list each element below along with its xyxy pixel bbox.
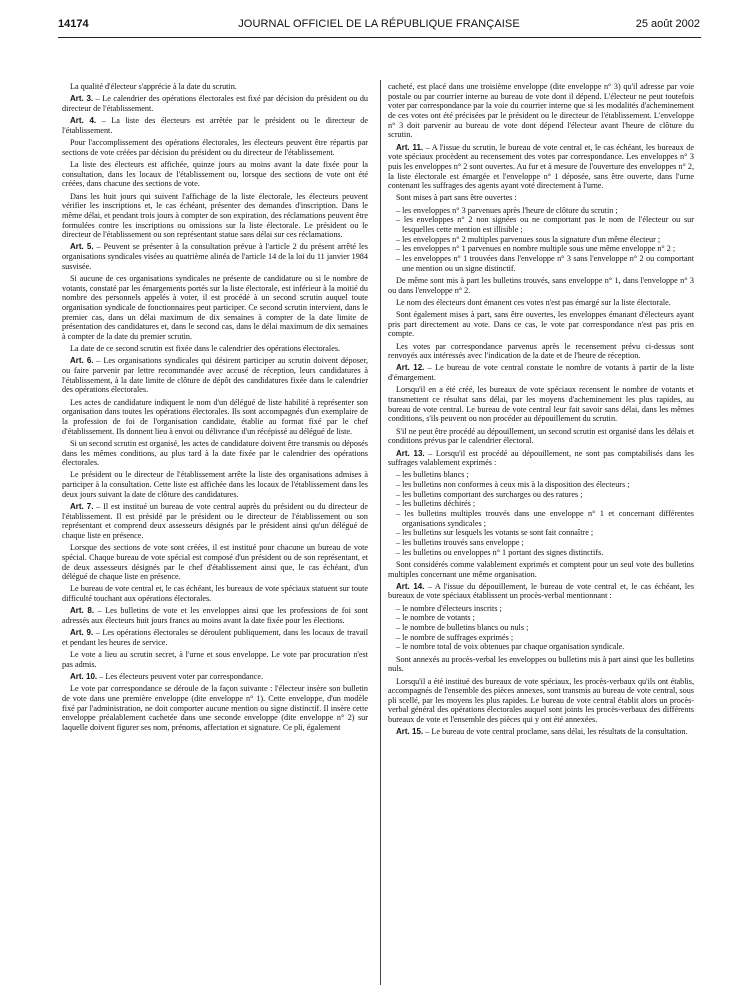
header-rule bbox=[58, 37, 701, 38]
article-paragraph bbox=[388, 582, 694, 601]
article-text: – Le bureau de vote central proclame, sans délai, les résultats de la consultation. bbox=[423, 727, 688, 737]
article-label: Art. 8. bbox=[70, 606, 95, 616]
paragraph: Sont considérés comme valablement exprimés et comptent pour un seul vote des bulletins multiples concernant une même organisation. bbox=[388, 559, 694, 579]
paragraph: Lorsqu'il en a été créé, les bureaux de vote spéciaux recensent le nombre de votants et transmettent ce résultat sans délai, par les moyens d'acheminement les plus rapides, au bureau de vote central. Le bureau de vote central leur fait savoir sans délai, dans les mêmes conditions, s'ils peuvent ou non procéder au dépouillement du scrutin. bbox=[388, 385, 694, 424]
bullet-list bbox=[388, 470, 694, 557]
paragraph: La liste des électeurs est affichée, quinze jours au moins avant la date fixée pour la consultation, dans les locaux de l'établissement ou, lorsque des sections de vote ont été créées, dans chacune des sections de vote. bbox=[62, 159, 368, 189]
paragraph: La qualité d'électeur s'apprécie à la date du scrutin. bbox=[70, 82, 237, 91]
article-text: – Les organisations syndicales qui désirent participer au scrutin doivent déposer, ou faire parvenir par lettre recommandée avec accusé de réception, leurs candidatures à l'établissement, à la date limite de clôture de dépôt des candidatures fixée dans le calendrier des opérations électorales. bbox=[62, 356, 369, 395]
paragraph: Dans les huit jours qui suivent l'affichage de la liste électorale, les électeurs peuvent vérifier les inscriptions et, le cas échéant, présenter des demandes d'inscription. Dans le même délai, et pendant trois jours à compter de son expiration, des réclamations peuvent être formulées contre les inscriptions ou omissions sur la liste électorale. Le président ou le directeur de l'établissement ou son représentant statue sans délai sur ces réclamations. bbox=[62, 191, 368, 240]
paragraph: cacheté, est placé dans une troisième enveloppe (dite enveloppe n° 3) qu'il adresse par voie postale ou par courrier interne au bureau de vote dont il dépend. L'électeur ne peut toutefois voter par correspondance par la voie du courrier interne que si les modalités d'acheminement de ces votes ont été précisées par le président ou le directeur de l'établissement. L'enveloppe n° 3 doit parvenir au bureau de vote dont dépend l'électeur avant l'heure de clôture du scrutin. bbox=[388, 82, 694, 140]
list-item: – le nombre de suffrages exprimés ; bbox=[388, 633, 694, 643]
list-item: – le nombre total de voix obtenues par chaque organisation syndicale. bbox=[388, 642, 694, 652]
article-text: – Les opérations électorales se déroulent publiquement, dans les locaux de travail et pendant les heures de service. bbox=[62, 628, 369, 647]
list-item: – les bulletins blancs ; bbox=[388, 470, 694, 480]
article-label: Art. 9. bbox=[70, 628, 94, 638]
paragraph: Le bureau de vote central et, le cas échéant, les bureaux de vote spéciaux statuent sur toute difficulté touchant aux opérations électorales. bbox=[62, 584, 368, 604]
list-item: – le nombre d'électeurs inscrits ; bbox=[388, 604, 694, 614]
paragraph: Pour l'accomplissement des opérations électorales, les électeurs peuvent être répartis par sections de vote créées par décision du président ou du directeur de l'établissement. bbox=[62, 138, 368, 157]
article-paragraph bbox=[62, 94, 368, 113]
list-item: – le nombre de votants ; bbox=[388, 613, 694, 623]
article-label: Art. 5. bbox=[70, 242, 94, 252]
article-text: – Le calendrier des opérations électorales est fixé par décision du président ou du directeur de l'établissement. bbox=[62, 94, 369, 113]
article-text: – A l'issue du scrutin, le bureau de vote central et, le cas échéant, les bureaux de vote spéciaux procèdent au recensement des votes par correspondance. Les enveloppes n° 3 puis les enveloppes n° 2 sont ouvertes. Au fur et à mesure de l'ouverture des enveloppes n° 2, la liste électorale est émargée et l'enveloppe n° 1 déposée, sans être ouverte, dans l'urne contenant les suffrages des agents ayant voté directement à l'urne. bbox=[388, 142, 694, 191]
journal-title: JOURNAL OFFICIEL DE LA RÉPUBLIQUE FRANÇAISE bbox=[238, 18, 520, 30]
list-item: – le nombre de bulletins blancs ou nuls ; bbox=[388, 623, 694, 633]
article-paragraph bbox=[62, 502, 368, 541]
paragraph: Les votes par correspondance parvenus après le recensement prévu ci-dessus sont renvoyés aux intéressés avec l'indication de la date et de l'heure de réception. bbox=[388, 341, 694, 361]
article-text: – Il est institué un bureau de vote central auprès du président ou du directeur de l'établissement. Il est présidé par le président ou le directeur de l'établissement ou son représentant et comprend deux assesseurs désignés par le président ainsi qu'un délégué de chaque liste en présence. bbox=[62, 501, 368, 540]
article-paragraph bbox=[62, 116, 368, 135]
list-item: – les bulletins multiples trouvés dans une enveloppe n° 1 et concernant différentes organisations syndicales ; bbox=[388, 509, 694, 528]
article-text: – A l'issue du dépouillement, le bureau de vote central et, le cas échéant, les bureaux de vote spéciaux établissent un procès-verbal mentionnant : bbox=[388, 581, 694, 601]
paragraph: Le vote a lieu au scrutin secret, à l'urne et sous enveloppe. Le vote par procuration n'est pas admis. bbox=[62, 650, 368, 669]
article-label: Art. 7. bbox=[70, 501, 94, 511]
paragraph: Sont également mises à part, sans être ouvertes, les enveloppes émanant d'électeurs ayant pris part directement au vote. Dans ce cas, le vote par correspondance n'est pas pris en compte. bbox=[388, 310, 694, 339]
article-paragraph bbox=[388, 449, 694, 468]
list-item: – les enveloppes n° 1 trouvées dans l'enveloppe n° 3 sans l'enveloppe n° 2 ou comportant une mention ou un signe distinctif. bbox=[388, 254, 694, 273]
article-label: Art. 14. bbox=[396, 581, 425, 591]
article-label: Art. 12. bbox=[396, 363, 425, 373]
article-paragraph bbox=[388, 143, 694, 191]
paragraph: La date de ce second scrutin est fixée dans le calendrier des opérations électorales. bbox=[70, 344, 341, 354]
paragraph: Le vote par correspondance se déroule de la façon suivante : l'électeur insère son bulletin de vote dans une première enveloppe (dite enveloppe n° 1). Cette enveloppe, d'un modèle fixé par l'administration, ne doit comporter aucune mention ou signe distinctif. Il insère cette enveloppe préalablement cachetée dans une seconde enveloppe (dite enveloppe n° 2) sur laquelle doivent figurer ses nom, prénoms, affectation et signature. Ce pli, également bbox=[62, 684, 368, 732]
list-item: – les enveloppes n° 2 multiples parvenues sous la signature d'un même électeur ; bbox=[388, 235, 694, 245]
page-number: 14174 bbox=[58, 18, 89, 30]
paragraph: Si aucune de ces organisations syndicales ne présente de candidature ou si le nombre de votants, constaté par les émargements portés sur la liste électorale, est inférieur à la moitié du nombre des personnels appelés à voter, il est procédé à un second scrutin auquel toute organisation syndicale de fonctionnaires peut participer. Ce second scrutin intervient, dans le premier cas, dans un délai maximum de dix semaines à compter de la date limite de présentation des candidatures et, dans le second cas, dans le délai maximum de dix semaines à compter de la date du premier scrutin. bbox=[62, 273, 368, 341]
article-label: Art. 10. bbox=[70, 672, 98, 682]
article-label: Art. 3. bbox=[70, 94, 94, 104]
paragraph: Le nom des électeurs dont émanent ces votes n'est pas émargé sur la liste électorale. bbox=[396, 297, 671, 307]
article-paragraph bbox=[62, 628, 368, 647]
article-text: – Peuvent se présenter à la consultation prévue à l'article 2 du présent arrêté les organisations syndicales visées au quatrième alinéa de l'article 14 de la loi du 11 janvier 1984 susvisée. bbox=[62, 242, 368, 271]
column-separator bbox=[380, 80, 381, 985]
paragraph: S'il ne peut être procédé au dépouillement, un second scrutin est organisé dans les délais et conditions prévus par le calendrier électoral. bbox=[388, 426, 694, 446]
paragraph: Le président ou le directeur de l'établissement arrête la liste des organisations admises à participer à la consultation. Cette liste est affichée dans les locaux de l'établissement dans les deux jours suivant la date de clôture des candidatures. bbox=[62, 470, 368, 499]
article-label: Art. 13. bbox=[396, 448, 425, 458]
right-column bbox=[388, 82, 694, 740]
article-label: Art. 4. bbox=[70, 116, 97, 126]
article-paragraph bbox=[388, 363, 694, 382]
paragraph: Sont annexés au procès-verbal les enveloppes ou bulletins mis à part ainsi que les bulletins nuls. bbox=[388, 654, 694, 674]
paragraph: Les actes de candidature indiquent le nom d'un délégué de liste habilité à représenter son organisation dans toutes les opérations électorales. Ils sont accompagnés d'un exemplaire de la profession de foi de l'organisation candidate, établie au format fixé par le chef d'établissement. Ils donnent lieu à envoi ou délivrance d'un récépissé au délégué de liste. bbox=[62, 397, 368, 436]
article-text: – La liste des électeurs est arrêtée par le président ou le directeur de l'établissement. bbox=[62, 116, 369, 135]
article-label: Art. 6. bbox=[70, 356, 94, 366]
article-text: – Lorsqu'il est procédé au dépouillement, ne sont pas comptabilisés dans les suffrages valablement exprimés : bbox=[388, 448, 694, 468]
paragraph: De même sont mis à part les bulletins trouvés, sans enveloppe n° 1, dans l'enveloppe n° 3 ou dans l'enveloppe n° 2. bbox=[388, 275, 694, 295]
paragraph: Si un second scrutin est organisé, les actes de candidature doivent être transmis ou déposés dans les mêmes conditions, au plus tard à la date fixée par le calendrier des opérations électorales. bbox=[62, 438, 368, 468]
article-text: – Les électeurs peuvent voter par correspondance. bbox=[97, 672, 264, 682]
paragraph: Lorsque des sections de vote sont créées, il est institué pour chacune un bureau de vote spécial. Chaque bureau de vote spécial est composé d'un président ou de son représentant, et de deux assesseurs désignés par le chef d'établissement ainsi que, le cas échéant, d'un délégué de chaque liste en présence. bbox=[62, 543, 368, 582]
article-paragraph bbox=[62, 606, 368, 625]
list-item: – les enveloppes n° 1 parvenues en nombre multiple sous une même enveloppe n° 2 ; bbox=[388, 244, 694, 254]
article-paragraph bbox=[388, 727, 694, 737]
article-text: – Les bulletins de vote et les enveloppes ainsi que les professions de foi sont adressés aux électeurs huit jours francs au moins avant la date fixée pour les élections. bbox=[62, 606, 368, 625]
article-label: Art. 11. bbox=[396, 142, 424, 152]
bullet-list bbox=[388, 206, 694, 274]
article-label: Art. 15. bbox=[396, 727, 424, 737]
list-item: – les bulletins sur lesquels les votants se sont fait connaître ; bbox=[388, 528, 694, 538]
publication-date: 25 août 2002 bbox=[635, 18, 700, 30]
bullet-list bbox=[388, 604, 694, 652]
list-item: – les enveloppes n° 3 parvenues après l'heure de clôture du scrutin ; bbox=[388, 206, 694, 216]
list-item: – les bulletins non conformes à ceux mis à la disposition des électeurs ; bbox=[388, 480, 694, 490]
list-item: – les bulletins ou enveloppes n° 1 portant des signes distinctifs. bbox=[388, 548, 694, 558]
list-item: – les enveloppes n° 2 non signées ou ne comportant pas le nom de l'électeur ou sur lesquelles cette mention est illisible ; bbox=[388, 215, 694, 234]
article-paragraph bbox=[62, 242, 368, 271]
left-column bbox=[62, 82, 368, 735]
article-paragraph bbox=[62, 356, 368, 395]
page-header bbox=[58, 16, 700, 32]
list-item: – les bulletins déchirés ; bbox=[388, 499, 694, 509]
paragraph: Lorsqu'il a été institué des bureaux de vote spéciaux, les procès-verbaux qu'ils ont établis, accompagnés de l'ensemble des pièces annexes, sont transmis au bureau de vote central, sous pli scellé, par les moyens les plus rapides. Le bureau de vote central établit alors un procès-verbal général des opérations électorales auquel sont joints les procès-verbaux des différents bureaux de vote et l'ensemble des pièces qui y ont été annexées. bbox=[388, 676, 694, 725]
list-item: – les bulletins comportant des surcharges ou des ratures ; bbox=[388, 490, 694, 500]
list-item: – les bulletins trouvés sans enveloppe ; bbox=[388, 538, 694, 548]
article-text: – Le bureau de vote central constate le nombre de votants à partir de la liste d'émargement. bbox=[388, 363, 694, 383]
paragraph: Sont mises à part sans être ouvertes : bbox=[396, 193, 517, 203]
article-paragraph bbox=[62, 672, 368, 682]
